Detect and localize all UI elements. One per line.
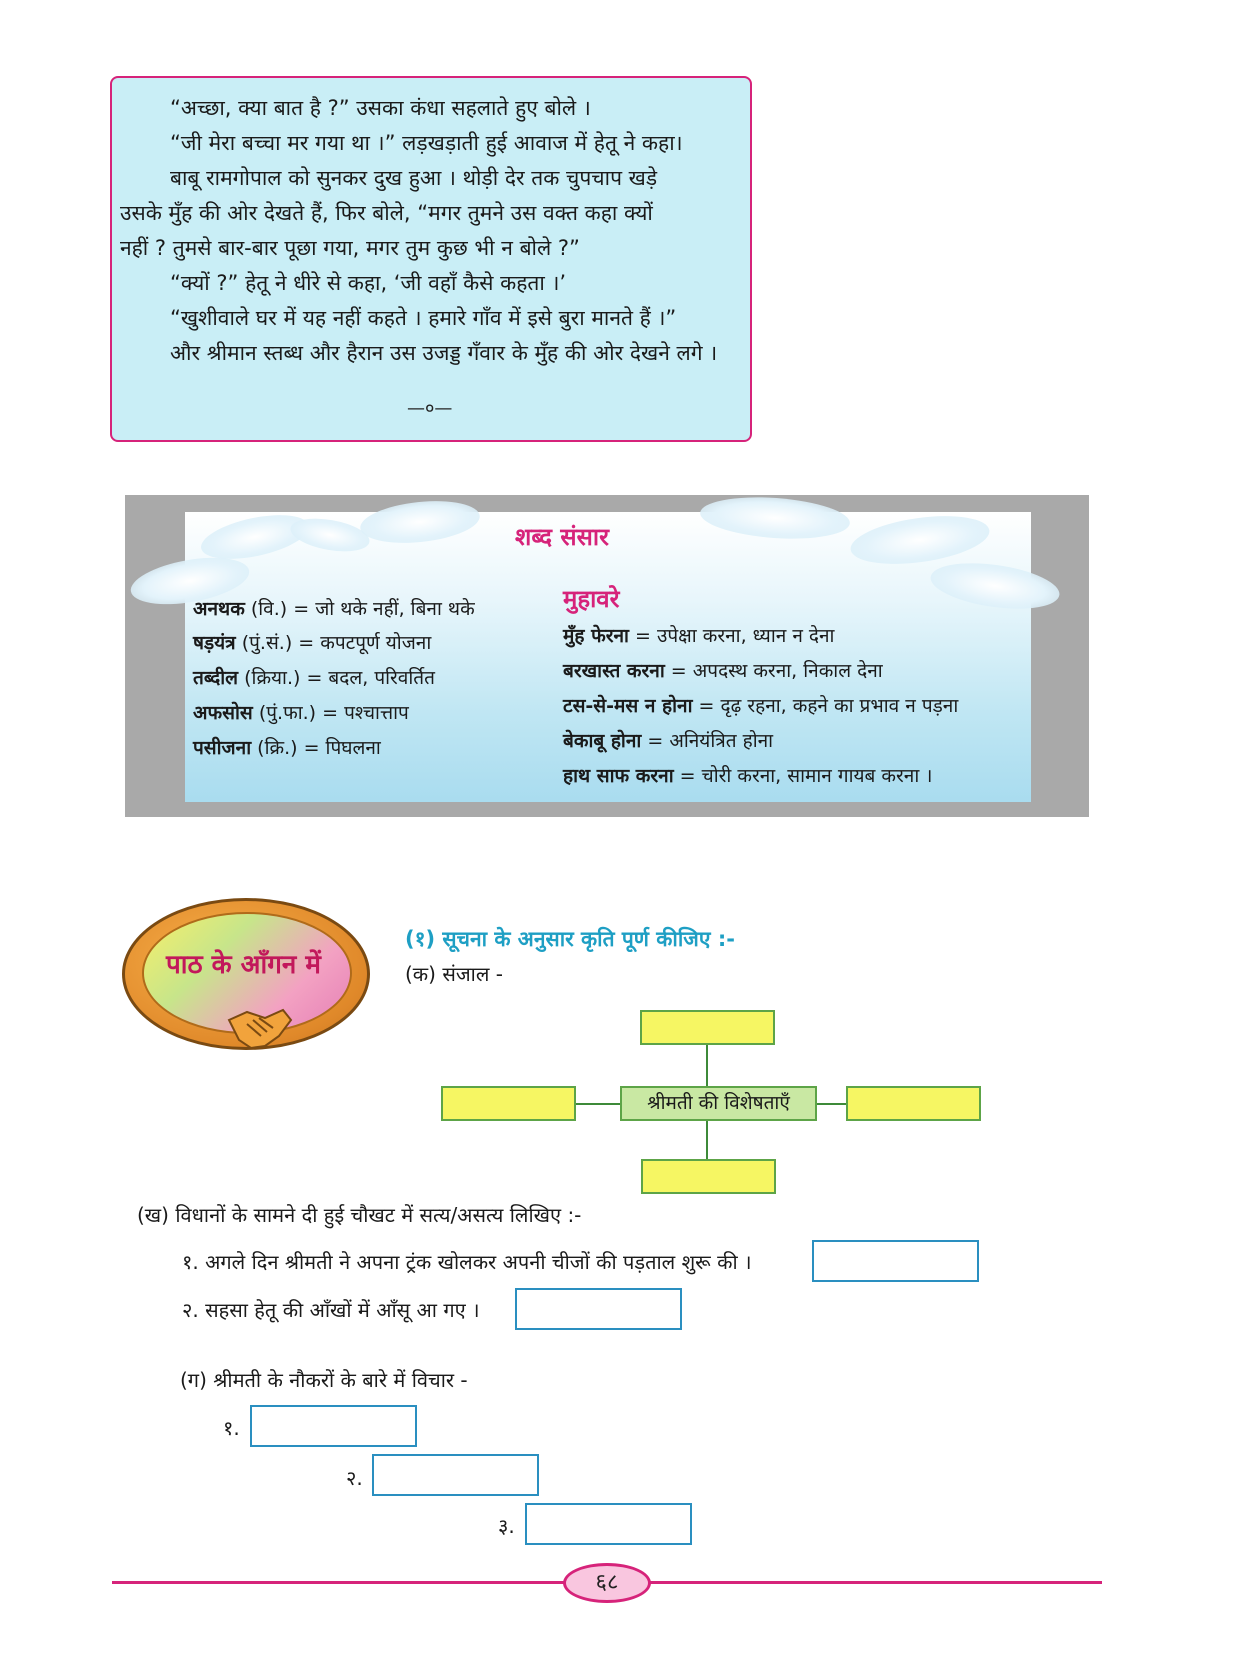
story-line: “अच्छा, क्या बात है ?” उसका कंधा सहलाते हुए बोले । — [170, 96, 591, 120]
answer-number-3: ३. — [498, 1514, 515, 1538]
web-connector — [817, 1103, 846, 1105]
idiom-phrase: हाथ साफ करना — [563, 765, 674, 787]
answer-number-1: १. — [223, 1416, 240, 1440]
word-entry — [193, 629, 431, 655]
word-entry — [193, 595, 475, 621]
true-false-box-2[interactable] — [515, 1288, 682, 1330]
story-line: “जी मेरा बच्चा मर गया था ।” लड़खड़ाती हुई आवाज में हेतू ने कहा। — [170, 131, 683, 155]
word-term: षड़यंत्र — [193, 632, 236, 654]
servant-thought-box-1[interactable] — [250, 1405, 417, 1447]
section-badge-title: पाठ के आँगन में — [166, 950, 321, 980]
web-answer-box-left[interactable] — [441, 1086, 576, 1121]
web-answer-box-right[interactable] — [846, 1086, 981, 1121]
idiom-entry — [563, 622, 834, 648]
story-line: “खुशीवाले घर में यह नहीं कहते । हमारे गाँव में इसे बुरा मानते हैं ।” — [170, 306, 677, 330]
part-c-label: (ग) श्रीमती के नौकरों के बारे में विचार - — [180, 1368, 468, 1392]
page-number: ६८ — [563, 1563, 651, 1603]
idiom-phrase: मुँह फेरना — [563, 625, 629, 647]
word-term: पसीजना — [193, 737, 252, 759]
story-line: उसके मुँह की ओर देखते हैं, फिर बोले, “मगर तुमने उस वक्त कहा क्यों — [120, 201, 653, 225]
word-definition: (क्रि.) = पिघलना — [257, 737, 381, 759]
statement-2: २. सहसा हेतू की आँखों में आँसू आ गए । — [182, 1298, 480, 1322]
exercise-heading: (१) सूचना के अनुसार कृति पूर्ण कीजिए :- — [405, 927, 735, 951]
word-term: तब्दील — [193, 667, 239, 689]
servant-thought-box-3[interactable] — [525, 1503, 692, 1545]
word-term: अफसोस — [193, 702, 253, 724]
web-center-node: श्रीमती की विशेषताएँ — [620, 1086, 817, 1121]
web-connector — [706, 1121, 708, 1159]
story-line: नहीं ? तुमसे बार-बार पूछा गया, मगर तुम कुछ भी न बोले ?” — [120, 236, 580, 260]
idiom-meaning: = अपदस्थ करना, निकाल देना — [670, 660, 883, 682]
idiom-phrase: बेकाबू होना — [563, 730, 642, 752]
idiom-meaning: = अनियंत्रित होना — [647, 730, 774, 752]
idiom-entry — [563, 692, 958, 718]
word-definition: (क्रिया.) = बदल, परिवर्तित — [244, 667, 435, 689]
statement-1: १. अगले दिन श्रीमती ने अपना ट्रंक खोलकर अपनी चीजों की पड़ताल शुरू की । — [182, 1250, 752, 1274]
word-world-title: शब्द संसार — [515, 523, 609, 551]
story-line: और श्रीमान स्तब्ध और हैरान उस उजड्ड गँवार के मुँह की ओर देखने लगे । — [170, 341, 718, 365]
word-entry — [193, 664, 435, 690]
handshake-icon — [225, 1002, 295, 1058]
word-entry — [193, 699, 409, 725]
word-definition: (पुं.फा.) = पश्चात्ताप — [258, 702, 409, 724]
web-connector — [706, 1045, 708, 1086]
true-false-box-1[interactable] — [812, 1240, 979, 1282]
web-connector — [576, 1103, 620, 1105]
word-entry — [193, 734, 381, 760]
idiom-meaning: = चोरी करना, सामान गायब करना । — [679, 765, 933, 787]
web-answer-box-top[interactable] — [640, 1010, 775, 1045]
idiom-phrase: बरखास्त करना — [563, 660, 665, 682]
story-excerpt-box — [110, 76, 752, 442]
word-definition: (वि.) = जो थके नहीं, बिना थके — [250, 598, 475, 620]
idiom-meaning: = दृढ़ रहना, कहने का प्रभाव न पड़ना — [698, 695, 959, 717]
part-b-label: (ख) विधानों के सामने दी हुई चौखट में सत्य/असत्य लिखिए :- — [137, 1203, 582, 1227]
story-separator: —०— — [407, 398, 453, 419]
servant-thought-box-2[interactable] — [372, 1454, 539, 1496]
web-answer-box-bottom[interactable] — [641, 1159, 776, 1194]
idiom-entry — [563, 762, 933, 788]
word-definition: (पुं.सं.) = कपटपूर्ण योजना — [241, 632, 432, 654]
part-a-label: (क) संजाल - — [405, 962, 503, 986]
idiom-entry — [563, 657, 883, 683]
idiom-meaning: = उपेक्षा करना, ध्यान न देना — [635, 625, 835, 647]
word-term: अनथक — [193, 598, 245, 620]
answer-number-2: २. — [346, 1466, 363, 1490]
idiom-phrase: टस-से-मस न होना — [563, 695, 693, 717]
idiom-entry — [563, 727, 773, 753]
idioms-title: मुहावरे — [563, 585, 620, 613]
story-line: बाबू रामगोपाल को सुनकर दुख हुआ । थोड़ी देर तक चुपचाप खड़े — [170, 166, 658, 190]
story-line: “क्यों ?” हेतू ने धीरे से कहा, ‘जी वहाँ कैसे कहता ।’ — [170, 271, 567, 295]
